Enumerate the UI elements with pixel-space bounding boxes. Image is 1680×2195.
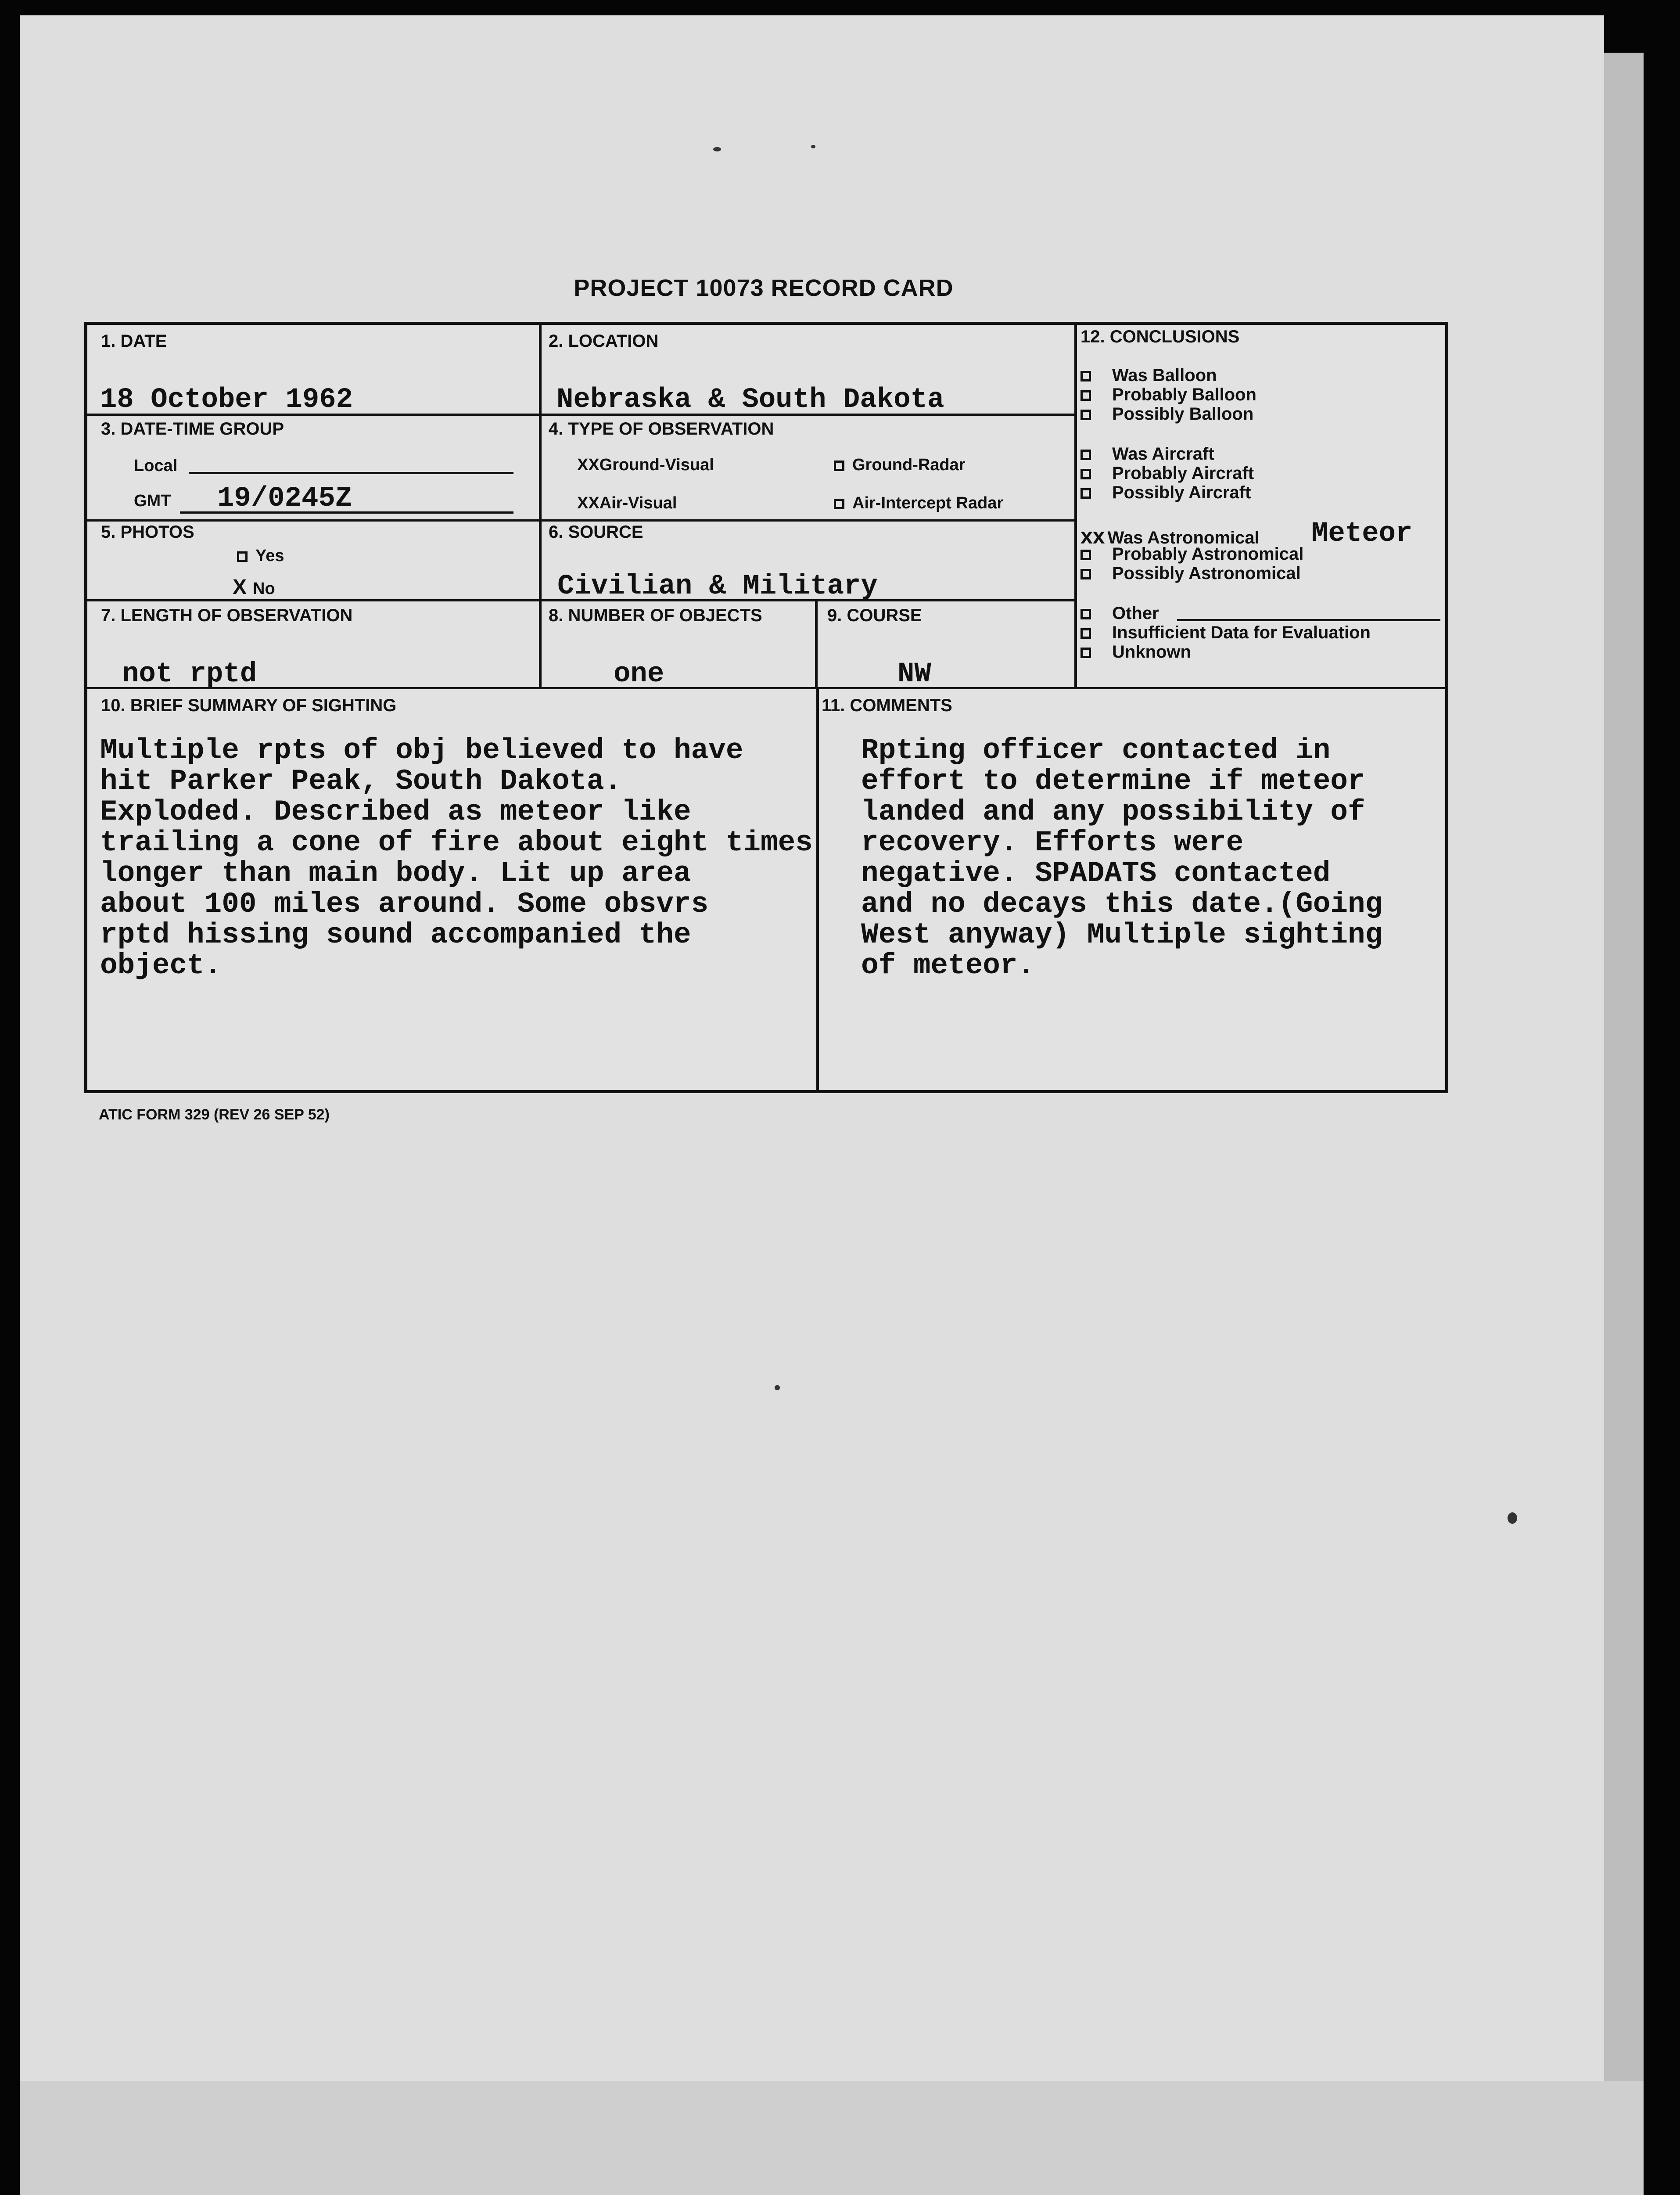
course-label: 9. COURSE [827,606,922,625]
conclusions-label: 12. CONCLUSIONS [1081,327,1240,346]
conclusion-item: Probably Aircraft [1081,464,1254,483]
air-intercept-radar-option [834,494,1003,513]
summary-text [100,735,813,981]
summary-line: rptd hissing sound accompanied the [100,918,691,951]
comments-line: negative. SPADATS contacted [861,857,1331,890]
conclusion-item-other: Other [1081,604,1159,623]
date-value: 18 October 1962 [100,384,353,416]
checkbox-icon [1081,569,1091,579]
dtg-label: 3. DATE-TIME GROUP [101,419,284,439]
source-label: 6. SOURCE [549,522,643,542]
astronomical-mark: xx [1081,524,1105,548]
summary-line: longer than main body. Lit up area [100,857,691,890]
ground-radar-label: Ground-Radar [852,456,966,474]
summary-line: about 100 miles around. Some obsvrs [100,888,709,921]
photos-yes-option [237,547,284,565]
checkbox-icon [1081,371,1091,381]
ground-visual-option [577,456,714,475]
photos-no-option [233,575,275,599]
photos-no-label: No [253,579,275,598]
air-visual-option [577,494,677,513]
conclusion-item: Possibly Aircraft [1081,483,1251,503]
meteor-note: Meteor [1311,518,1413,550]
divider [87,519,1075,522]
conclusion-item: Unknown [1081,642,1191,662]
photos-label: 5. PHOTOS [101,522,194,542]
summary-line: object. [100,949,222,982]
photos-yes-label: Yes [255,547,284,565]
checkbox-icon [1081,390,1091,401]
course-value: NW [897,658,931,690]
source-value: Civilian & Military [557,571,878,602]
speck [811,145,815,148]
summary-line: hit Parker Peak, South Dakota. [100,765,622,798]
comments-line: effort to determine if meteor [861,765,1365,798]
summary-line: Multiple rpts of obj believed to have [100,734,743,767]
ground-radar-option [834,456,966,475]
ground-visual-label: Ground-Visual [599,456,714,474]
conclusion-item: Was Balloon [1081,366,1217,385]
comments-label: 11. COMMENTS [822,696,952,715]
ground-visual-mark: XX [577,456,599,474]
gmt-value: 19/0245Z [217,483,352,515]
comments-line: recovery. Efforts were [861,826,1244,859]
length-value: not rptd [122,658,257,690]
date-label: 1. DATE [101,331,167,351]
divider [539,325,542,687]
comments-line: West anyway) Multiple sighting [861,918,1383,951]
local-label: Local [134,457,178,475]
summary-label: 10. BRIEF SUMMARY OF SIGHTING [101,696,397,715]
card-title: PROJECT 10073 RECORD CARD [574,275,954,301]
length-label: 7. LENGTH OF OBSERVATION [101,606,353,625]
checkbox-icon [834,499,844,509]
speck [775,1385,780,1390]
checkbox-icon [1081,488,1091,499]
objects-value: one [614,658,664,690]
conclusion-item-astronomical: xx Was Astronomical [1081,524,1260,548]
checkbox-icon [1081,628,1091,639]
conclusion-item: Insufficient Data for Evaluation [1081,623,1371,643]
form-number: ATIC FORM 329 (REV 26 SEP 52) [99,1106,330,1123]
other-line [1177,619,1440,621]
divider [816,689,819,1090]
conclusion-item: Probably Balloon [1081,385,1256,405]
summary-line: Exploded. Described as meteor like [100,795,691,828]
paper-lower-edge [20,2081,1644,2195]
paper-shadow [1604,53,1644,2081]
checkbox-icon [1081,609,1091,619]
comments-line: landed and any possibility of [861,795,1365,828]
local-line [189,472,513,474]
objects-label: 8. NUMBER OF OBJECTS [549,606,762,625]
checkbox-icon [237,551,248,562]
comments-line: of meteor. [861,949,1035,982]
checkbox-icon [1081,450,1091,460]
summary-line: trailing a cone of fire about eight times [100,826,813,859]
photos-no-mark: X [233,576,247,599]
comments-line: and no decays this date.(Going [861,888,1383,921]
conclusion-item: Possibly Astronomical [1081,564,1301,583]
location-value: Nebraska & South Dakota [556,384,944,416]
checkbox-icon [1081,410,1091,420]
comments-line: Rpting officer contacted in [861,734,1331,767]
speck [713,147,721,151]
location-label: 2. LOCATION [549,331,659,351]
divider [87,687,1445,689]
divider [1074,325,1077,687]
conclusion-item: Probably Astronomical [1081,544,1303,564]
air-visual-mark: XX [577,494,599,512]
conclusion-item: Possibly Balloon [1081,404,1253,424]
checkbox-icon [1081,469,1091,479]
checkbox-icon [1081,550,1091,560]
divider [815,601,818,687]
checkbox-icon [834,461,844,471]
observation-type-label: 4. TYPE OF OBSERVATION [549,419,774,439]
speck [1508,1512,1517,1524]
comments-text [861,735,1382,981]
checkbox-icon [1081,648,1091,658]
gmt-label: GMT [134,492,171,510]
conclusion-item: Was Aircraft [1081,444,1214,464]
air-visual-label: Air-Visual [599,494,677,512]
air-intercept-radar-label: Air-Intercept Radar [852,494,1004,512]
